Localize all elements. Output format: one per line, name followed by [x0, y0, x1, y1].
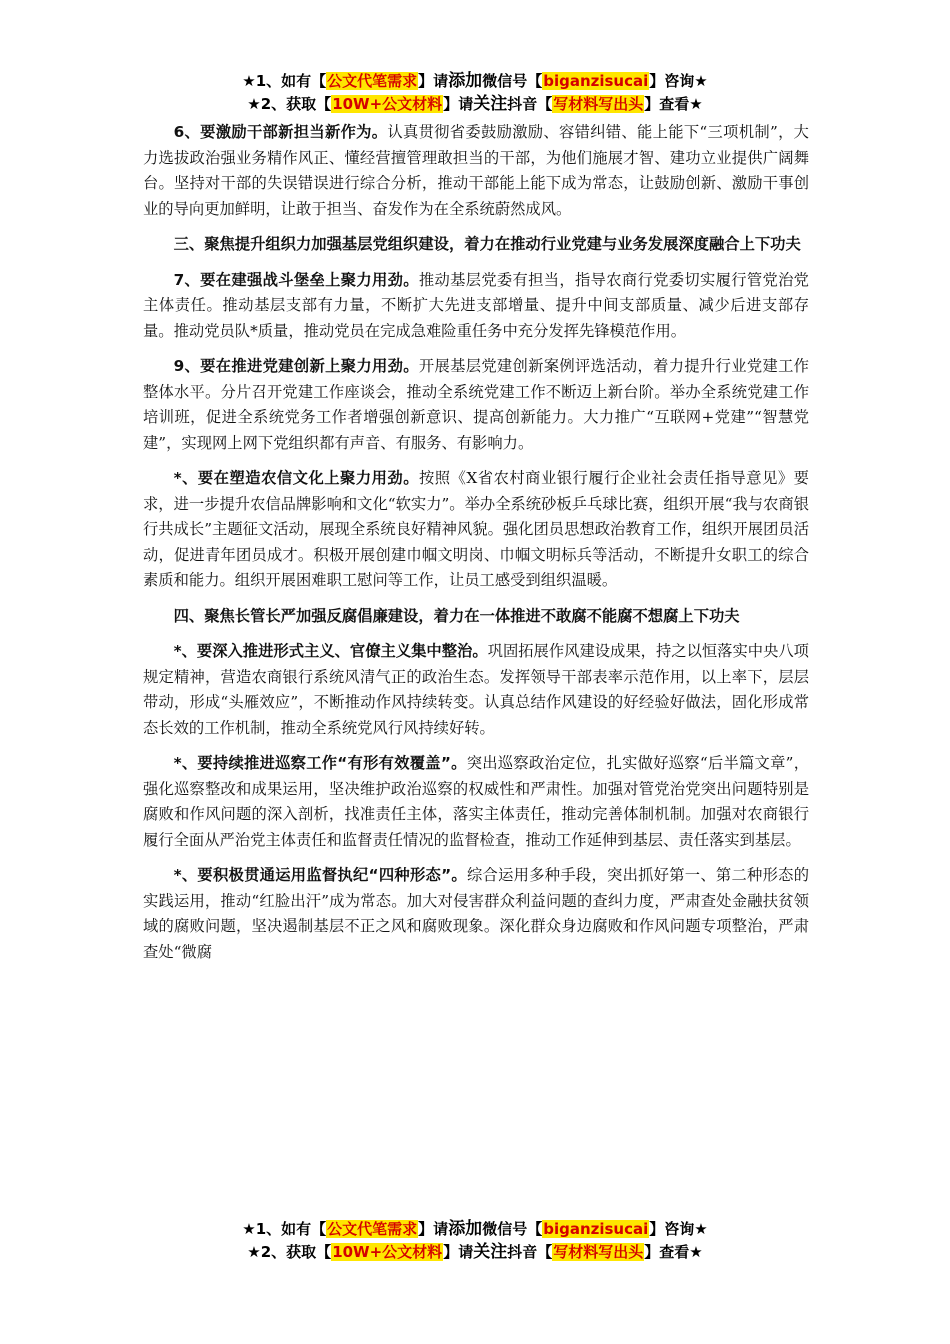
paragraph — [143, 268, 809, 345]
banner-text: 】查看★ — [644, 95, 703, 113]
banner-text: 关注 — [473, 94, 508, 114]
banner-line-2 — [0, 1241, 950, 1264]
paragraph — [143, 354, 809, 456]
banner-line-1 — [0, 70, 950, 93]
banner-text: 】咨询★ — [649, 1220, 708, 1238]
banner-highlight: 写材料写出头 — [553, 95, 644, 113]
banner-text: ★1、如有【 — [242, 72, 327, 90]
paragraph-text: 推动基层党委有担当，指导农商行党委切实履行管党治党主体责任。推动基层支部有力量，不断扩大先进支部增量、提升中间支部质量、减少后进支部存量。推动党员队*质量，推动党员在完成急难险重任务中充分发挥先锋模范作用。 — [143, 270, 809, 340]
banner-text: 】请 — [418, 1220, 449, 1238]
banner-wechat-id: biganzisucai — [543, 72, 649, 90]
banner-text: 】请 — [443, 1243, 474, 1261]
banner-text: 抖音【 — [507, 1243, 553, 1261]
paragraph — [143, 751, 809, 853]
banner-text: 抖音【 — [507, 95, 553, 113]
paragraph-lead: 6、要激励干部新担当新作为。 — [173, 123, 388, 141]
banner-highlight: 10W+公文材料 — [332, 95, 443, 113]
paragraph — [143, 120, 809, 222]
banner-highlight: 10W+公文材料 — [332, 1243, 443, 1261]
banner-text: ★2、获取【 — [247, 95, 332, 113]
banner-highlight: 写材料写出头 — [553, 1243, 644, 1261]
document-body — [143, 120, 809, 975]
banner-highlight: 公文代笔需求 — [327, 1220, 418, 1238]
banner-line-1 — [0, 1218, 950, 1241]
paragraph-text: 巩固拓展作风建设成果，持之以恒落实中央八项规定精神，营造农商银行系统风清气正的政治生态。发挥领导干部表率示范作用，以上率下，层层带动，形成“头雁效应”，不断推动作风持续转变。认真总结作风建设的好经验好做法，固化形成常态长效的工作机制，推动全系统党风行风持续好转。 — [143, 642, 809, 737]
banner-text: 】咨询★ — [649, 72, 708, 90]
paragraph-lead: 9、要在推进党建创新上聚力用劲。 — [173, 357, 419, 375]
banner-text: ★1、如有【 — [242, 1220, 327, 1238]
paragraph-lead: *、要持续推进巡察工作“有形有效覆盖”。 — [173, 754, 467, 772]
banner-text: ★2、获取【 — [247, 1243, 332, 1261]
section-heading: 三、聚焦提升组织力加强基层党组织建设，着力在推动行业党建与业务发展深度融合上下功夫 — [173, 235, 801, 253]
paragraph-lead: *、要在塑造农信文化上聚力用劲。 — [173, 469, 420, 487]
banner-text: 微信号【 — [482, 72, 543, 90]
banner-text: 关注 — [473, 1242, 508, 1262]
paragraph-text: 突出巡察政治定位，扎实做好巡察“后半篇文章”，强化巡察整改和成果运用，坚决维护政治巡察的权威性和严肃性。加强对管党治党突出问题特别是腐败和作风问题的深入剖析，找准责任主体，落实主体责任，推动完善体制机制。加强对农商银行履行全面从严治党主体责任和监督责任情况的监督检查，推动工作延伸到基层、责任落实到基层。 — [143, 754, 809, 849]
banner-text: 】查看★ — [644, 1243, 703, 1261]
banner-text: 添加 — [448, 1219, 483, 1239]
banner-text: 】请 — [443, 95, 474, 113]
section-heading: 四、聚焦长管长严加强反腐倡廉建设，着力在一体推进不敢腐不能腐不想腐上下功夫 — [173, 606, 740, 625]
header-banner — [0, 70, 950, 116]
banner-highlight: 公文代笔需求 — [327, 72, 418, 90]
banner-line-2 — [0, 93, 950, 116]
paragraph-lead: *、要积极贯通运用监督执纪“四种形态”。 — [173, 866, 467, 884]
footer-banner — [0, 1218, 950, 1264]
paragraph-text: 开展基层党建创新案例评选活动，着力提升行业党建工作整体水平。分片召开党建工作座谈会，推动全系统党建工作不断迈上新台阶。举办全系统党建工作培训班，促进全系统党务工作者增强创新意识、提高创新能力。大力推广“互联网+党建”“智慧党建”，实现网上网下党组织都有声音、有服务、有影响力。 — [143, 357, 809, 452]
banner-text: 】请 — [418, 72, 449, 90]
paragraph — [143, 863, 809, 965]
paragraph-text: 按照《X省农村商业银行履行企业社会责任指导意见》要求，进一步提升农信品牌影响和文化“软实力”。举办全系统砂板乒乓球比赛，组织开展“我与农商银行共成长”主题征文活动，展现全系统良好精神风貌。强化团员思想政治教育工作，组织开展团员活动，促进青年团员成才。积极开展创建巾帼文明岗、巾帼文明标兵等活动，不断提升女职工的综合素质和能力。组织开展困难职工慰问等工作，让员工感受到组织温暖。 — [143, 469, 809, 589]
banner-text: 添加 — [448, 71, 483, 91]
paragraph-lead: *、要深入推进形式主义、官僚主义集中整治。 — [173, 642, 488, 660]
banner-wechat-id: biganzisucai — [543, 1220, 649, 1238]
paragraph — [143, 466, 809, 594]
banner-text: 微信号【 — [482, 1220, 543, 1238]
paragraph-text: 综合运用多种手段，突出抓好第一、第二种形态的实践运用，推动“红脸出汗”成为常态。加大对侵害群众利益问题的查纠力度，严肃查处金融扶贫领域的腐败问题，坚决遏制基层不正之风和腐败现象。深化群众身边腐败和作风问题专项整治，严肃查处“微腐 — [143, 866, 809, 961]
paragraph — [143, 639, 809, 741]
paragraph-text: 认真贯彻省委鼓励激励、容错纠错、能上能下“三项机制”，大力选拔政治强业务精作风正、懂经营擅管理敢担当的干部，为他们施展才智、建功立业提供广阔舞台。坚持对干部的失误错误进行综合分析，推动干部能上能下成为常态，让鼓励创新、激励干事创业的导向更加鲜明，让敢于担当、奋发作为在全系统蔚然成风。 — [143, 123, 809, 218]
paragraph-lead: 7、要在建强战斗堡垒上聚力用劲。 — [173, 270, 419, 289]
